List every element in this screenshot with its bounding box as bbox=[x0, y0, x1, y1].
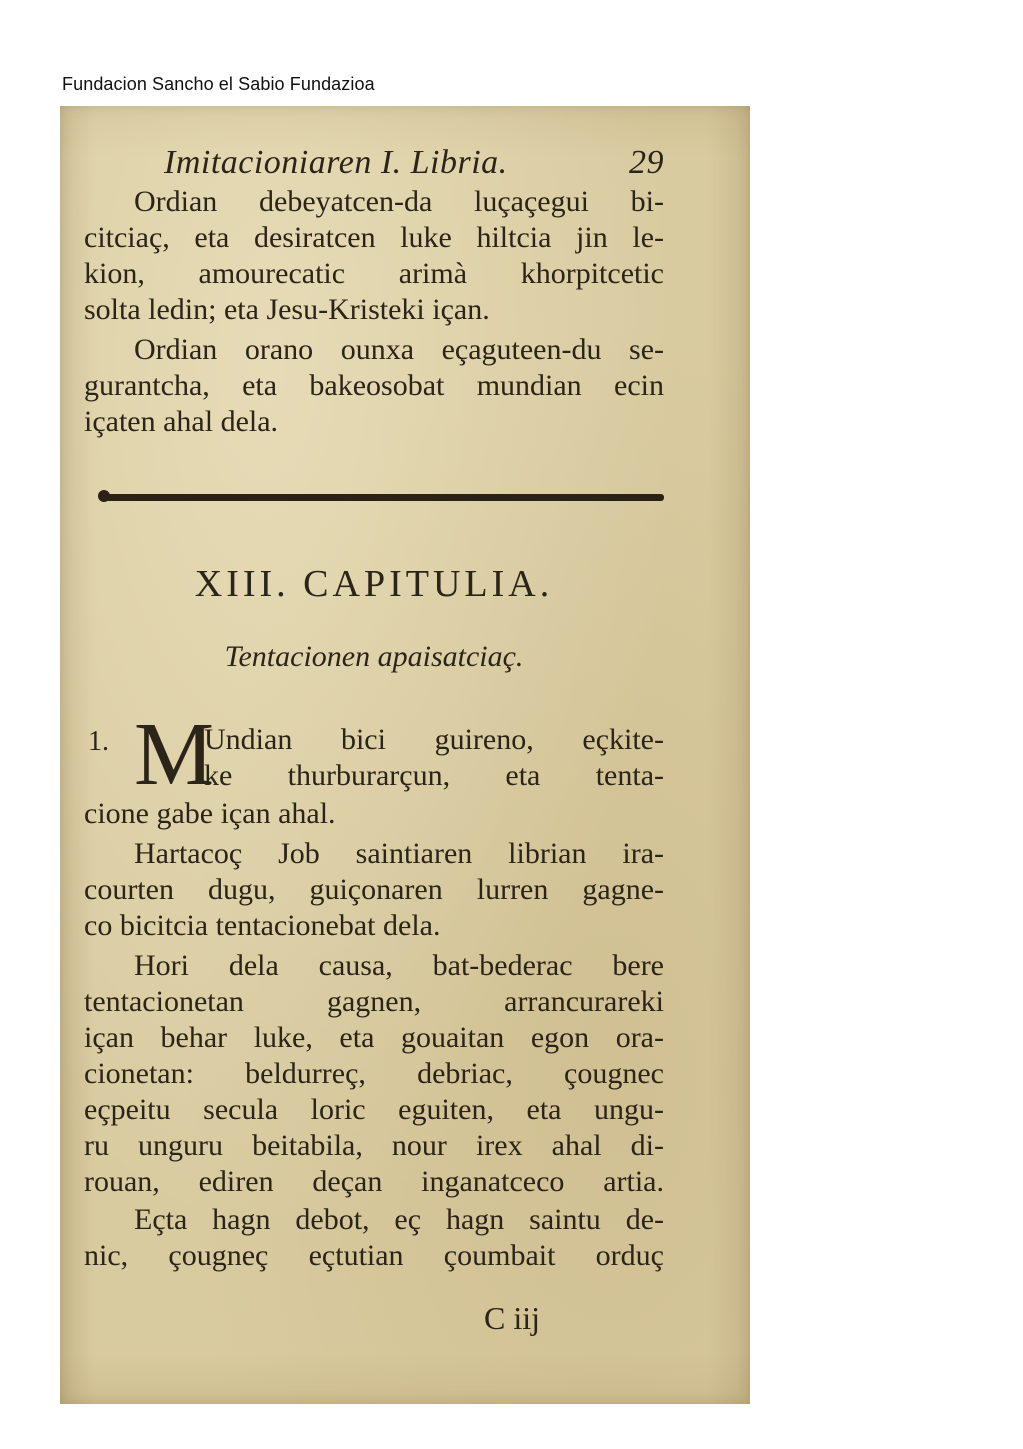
text-line: courten dugu, guiçonaren lurren gagne- bbox=[84, 873, 664, 906]
text-line: içan behar luke, eta gouaitan egon ora- bbox=[84, 1021, 664, 1054]
drop-cap: M bbox=[134, 705, 215, 804]
section-rule bbox=[104, 494, 664, 501]
text-line: cionetan: beldurreç, debriac, çougnec bbox=[84, 1057, 664, 1090]
text-line: Ordian orano ounxa eçaguteen-du se- bbox=[134, 333, 664, 366]
text-line: gurantcha, eta bakeosobat mundian ecin bbox=[84, 369, 664, 402]
chapter-subtitle: Tentacionen apaisatciaç. bbox=[224, 640, 524, 673]
archive-header: Fundacion Sancho el Sabio Fundazioa bbox=[62, 74, 375, 94]
text-line: Hori dela causa, bat-bederac bere bbox=[134, 949, 664, 982]
running-head-title: Imitacioniaren I. Libria. bbox=[164, 144, 508, 181]
text-line: eçpeitu secula loric eguiten, eta ungu- bbox=[84, 1093, 664, 1126]
text-line: nic, çougneç eçtutian çoumbait orduç bbox=[84, 1239, 664, 1272]
text-line: Hartacoç Job saintiaren librian ira- bbox=[134, 837, 664, 870]
text-line: kion, amourecatic arimà khorpitcetic bbox=[84, 257, 664, 290]
text-line: co bicitcia tentacionebat dela. bbox=[84, 909, 441, 942]
text-line: solta ledin; eta Jesu-Kristeki içan. bbox=[84, 293, 490, 326]
text-line: Ordian debeyatcen-da luçaçegui bi- bbox=[134, 185, 664, 218]
text-line: Undian bici guireno, eçkite- bbox=[204, 723, 664, 756]
paragraph-number: 1. bbox=[88, 726, 109, 757]
text-line: tentacionetan gagnen, arrancurareki bbox=[84, 985, 664, 1018]
text-line: citciaç, eta desiratcen luke hiltcia jin le- bbox=[84, 221, 664, 254]
chapter-title: XIII. CAPITULIA. bbox=[194, 563, 554, 605]
signature-mark: C iij bbox=[484, 1300, 541, 1336]
text-line: Eçta hagn debot, eç hagn saintu de- bbox=[134, 1203, 664, 1236]
page-number: 29 bbox=[629, 144, 664, 181]
text-line: ke thurburarçun, eta tenta- bbox=[204, 759, 664, 792]
text-line: içaten ahal dela. bbox=[84, 405, 279, 438]
text-line: rouan, ediren deçan inganatceco artia. bbox=[84, 1165, 664, 1198]
running-head bbox=[164, 144, 664, 182]
text-line: cione gabe içan ahal. bbox=[84, 797, 336, 830]
text-line: ru unguru beitabila, nour irex ahal di- bbox=[84, 1129, 664, 1162]
